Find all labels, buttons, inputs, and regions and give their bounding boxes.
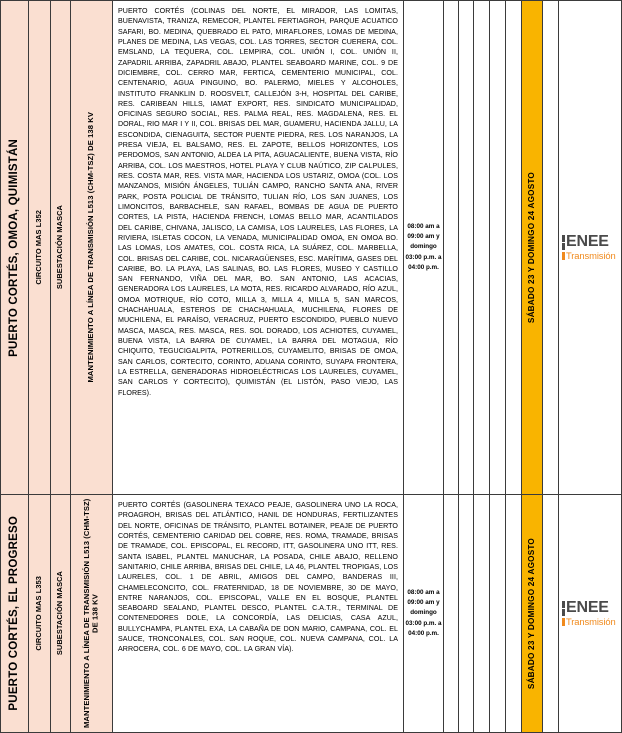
schedule-line-3: domingo <box>410 609 437 617</box>
enee-logo-name: ENEE <box>566 232 609 250</box>
enee-logo-bars-icon <box>562 600 565 626</box>
table-row-2-spacer-cell-3 <box>473 494 490 733</box>
zone-label: PUERTO CORTÉS, OMOA, QUIMISTÁN <box>8 138 21 357</box>
work-description-label: MANTENIMIENTO A LÍNEA DE TRANSMISIÓN L513 (CHM-TSZ) DE 138 KV <box>82 498 100 729</box>
table-row-1-spacer-cell-4 <box>489 0 506 495</box>
zone-label: PUERTO CORTÉS, EL PROGRESO <box>8 516 21 711</box>
table-row-2-zone-cell <box>0 494 29 733</box>
substation-label: SUBESTACIÓN MASCA <box>55 205 65 290</box>
affected-areas-text: PUERTO CORTÉS (COLINAS DEL NORTE, EL MIRADOR, LAS LOMITAS, BUENAVISTA, TRANIZA, REMECOR, PLANTEL FERTIAGROH, PARQUE ACUATICO SAFARI, BO. MEDINA, QUEBRADO EL PATO, MIRAFLORES, LOMAS DE MEDINA, PLANES DE MEDINA, LAS VEGAS, COL. LAS TORRES, SECTOR CUERERA, COL. EMSLAND, LA TEQUERA, COL. LEMPIRA, COL. UNIÓN I, COL. UNIÓN II, ZAPADRIL ARRIBA, ZAPADRIL ABAJO, PLANTEL SEABOARD MARINE, COL. 9 DE DICIEMBRE, COL. CERRO MAR, FERTICA, CEMENTERIO MUNICIPAL, COL. CENTENARIO, AGUA PINGUINO, BO. PALERMO, MIELES Y ALCOHOLES, INSTITUTO FRANKLIN D. ROOSVELT, CALLEJÓN 3-H, HOSPITAL DEL CARIBE, RES. CARIBEAN HILLS, IAMAT EXPORT, RES. SINDICATO MUNICIPALIDAD, OFICINAS SEGURO SOCIAL, RES. PALMA REAL, RES. MAGDALENA, RES. EL DORAL, RIO MAR I Y II, COL. BRISAS DEL MAR, GUAMERU, HACIENDA JALLU, LA ESCONDIDA, CIENAGUITA, SECTOR PUENTE PIEDRA, RES. LOS NARANJOS, LA PRESA VIEJA, EL BALSAMO, RES. EL ZAPOTE, BELLOS HORIZONTES, LOS PERDOMOS, SAN ANTONIO, ALDEA LA PITA, AGUACALIENTE, BUENA VISTA, RÍO ARRIBA, COL. LOS MAESTROS, HOTEL PLAYA Y CLUB NAÚTICO, ZIP CALPULES, RES. COSTA MAR, RES. VISTA MAR, HACIENDA LOS USTARIZ, OMOA (COL. LOS MANZANOS, MISIÓN ÁNGELES, TULIÁN CAMPO, RANCHO SANTA ANA, RIVER PARK, POSTA POLICIAL DE TRÁNSITO, TULIAN RÍO, LOS SAN JUANES, LOS LIMONCITOS, BARBACHELE, SAN RAFAEL, BOMBAS DE AGUA DE PUERTO CORTES, LA PISTA, HACIENDA FRENCH, LOMAS BELLO MAR, ACANTILADOS DEL CARIBE, CHIVANA, JALISCO, LA CAMISA, LOS LAURELES, LAS FLORES, LA RIVIERA, ISLETAS COCON, LA VENADA, MUNICIPALIDAD OMOA, EN OMOA BO. LAS LOMAS, LOS AMATES, COL. COSTA RICA, LA SUÁREZ, COL. MARBELLA, COL. BRISAS DEL CARIBE, COL. NICARAGÜENSES, ESC. MARÍTIMA, GASES DEL CARIBE, BO. LA PLAYA, LAS SALINAS, BO. LAS FLORES, MUSEO Y CASTILLO SAN FERNANDO, VIÑA DEL MAR, BO. SAN ANTONIO, LAS ACACIAS, GENERADORA LOS LAURELES, LA MOTA, RES. RICARDO ALVARADO, RÍO AZUL, OMOA MOTRIQUE, RÍO COTO, MILLA 3, MILLA 4, MILLA 5, SAN MARCOS, CHACHAHUALA, ESTEROS DE CHACHAHUALA, MUCHILENA, FLORES DE MUCHILENA, EL PARAÍSO, VERACRUZ, PUERTO ESCONDIDO, PUEBLO NUEVO MASCA, MASCA, RES. MASCA, RES. SOL DORADO, LOS ACHIOTES, CUYAMEL, BUENA VISTA, LA BARRA DE CUYAMEL, LA BARRA DEL MOTAGUA, RÍO CHIQUITO, TEGUCIGALPITA, POTRERILLOS, CUYAMELITO, BRISAS DE OMOA, SAN CARLOS, CORTECITO, CORINTO, ADUANA CORINTO, SUYAPA FRONTERA, LA ESTRELLA, GENERADORAS HIDROELÉCTRICAS LOS LAURELES, CUYAMEL, SAN CARLOS Y CORTECITO), QUIMISTÁN (EL LISTÓN, PASO VIEJO, LAS FLORES). <box>118 7 398 397</box>
table-row-1-spacer-cell-1 <box>443 0 459 495</box>
enee-logo <box>562 234 616 261</box>
table-row-2-work-cell <box>70 494 113 733</box>
table-row-1-circuit-cell <box>28 0 51 495</box>
circuit-label: CIRCUITO MAS L353 <box>34 576 44 651</box>
schedule-line-5: 04:00 p.m. <box>408 263 439 271</box>
schedule-line-1: 08:00 am a <box>407 223 440 231</box>
table-row-2-logo-cell <box>558 494 622 733</box>
enee-logo <box>562 600 616 627</box>
table-row-1-spacer-cell-3 <box>473 0 490 495</box>
schedule-line-5: 04:00 p.m. <box>408 629 439 637</box>
table-row-2-substation-cell <box>50 494 71 733</box>
table-row-2-spacer-cell-6 <box>542 494 559 733</box>
table-row-2-schedule-cell <box>403 494 444 733</box>
table-row-1-spacer-cell-6 <box>542 0 559 495</box>
table-row-1-logo-cell <box>558 0 622 495</box>
substation-label: SUBESTACIÓN MASCA <box>55 571 65 656</box>
table-row-2-spacer-cell-1 <box>443 494 459 733</box>
schedule-line-4: 03:00 p.m. a <box>405 253 442 261</box>
affected-areas-text: PUERTO CORTÉS (GASOLINERA TEXACO PEAJE, GASOLINERA UNO LA ROCA, PROAGROH, BRISAS DEL ATLÁNTICO, HANIL DE HONDURAS, FERTILIZANTES DEL NORTE, OFICINAS DE TRÁNSITO, PLANTEL BOTAINER, PEAJE DE PUERTO CORTÉS, CEMENTERIO CARIDAD DEL COBRE, RES. ROMA, TRAMADE, BRISAS DE TRAMADE, COL. EPISCOPAL, EL RECORD, ITT, GASOLINERA UNO ITT, RES. SANTA ISABEL, PLANTEL MANUCHAR, LA POSADA, CHILE ABAJO, RELLENO SANITARIO, CHILE ARRIBA, BRISAS DEL CHILE, LA 46, PLANTEL TROPIGAS, LOS LAURELES, COL. 1 DE ABRIL, AMIGOS DEL CAMPO, BANDERAS III, CHAMELECONCITO, COL. FRATERNIDAD, 18 DE NOVIEMBRE, 30 DE MAYO, ENTRE NARANJOS, COL. EPISCOPAL, VALLE EN EL BOSQUE, PLANTEL SEABOARD SEALAND, PLANTEL DESCO, PLANTEL C.A.T.R., TERMINAL DE CONTENEDORES DOLE, LA CONCORDÍA, LAS DELICIAS, CASA AZUL, BULLYCHAMPA, PLANTEL EXA, LA CABAÑA DE DON MARIO, CAMPANA, COL. EL SAUCE, TRONCONALES, COL. SAN ROQUE, COL. NUEVA CAMPANA, COL. LA ARROCERA, COL. 6 DE MAYO, COL. LA GRAN VÍA). <box>118 501 398 654</box>
table-row-1-zone-cell <box>0 0 29 495</box>
schedule-line-4: 03:00 p.m. a <box>405 619 442 627</box>
table-row-2-spacer-cell-4 <box>489 494 506 733</box>
table-row-1-affected-areas-cell <box>112 0 404 495</box>
table-row-1-schedule-cell <box>403 0 444 495</box>
schedule-line-2: 09:00 am y <box>407 599 440 607</box>
enee-logo-bars-icon <box>562 234 565 260</box>
table-row-1-date-cell <box>521 0 543 495</box>
date-label: SÁBADO 23 Y DOMINGO 24 AGOSTO <box>527 537 537 690</box>
circuit-label: CIRCUITO MAS L352 <box>34 210 44 285</box>
schedule-line-3: domingo <box>410 243 437 251</box>
schedule-line-1: 08:00 am a <box>407 589 440 597</box>
schedule-line-2: 09:00 am y <box>407 233 440 241</box>
enee-logo-name: ENEE <box>566 598 609 616</box>
table-row-2-affected-areas-cell <box>112 494 404 733</box>
table-row-1-work-cell <box>70 0 113 495</box>
table-row-2-spacer-cell-5 <box>505 494 522 733</box>
table-row-2-spacer-cell-2 <box>458 494 474 733</box>
table-row-1-spacer-cell-5 <box>505 0 522 495</box>
table-row-2-circuit-cell <box>28 494 51 733</box>
enee-logo-subtitle: Transmisión <box>566 615 616 627</box>
date-label: SÁBADO 23 Y DOMINGO 24 AGOSTO <box>527 171 537 324</box>
enee-logo-subtitle: Transmisión <box>566 249 616 261</box>
work-description-label: MANTENIMIENTO A LÍNEA DE TRANSMISIÓN L513 (CHM-TSZ) DE 138 KV <box>86 112 96 383</box>
table-row-1-substation-cell <box>50 0 71 495</box>
table-row-2-date-cell <box>521 494 543 733</box>
table-row-1-spacer-cell-2 <box>458 0 474 495</box>
